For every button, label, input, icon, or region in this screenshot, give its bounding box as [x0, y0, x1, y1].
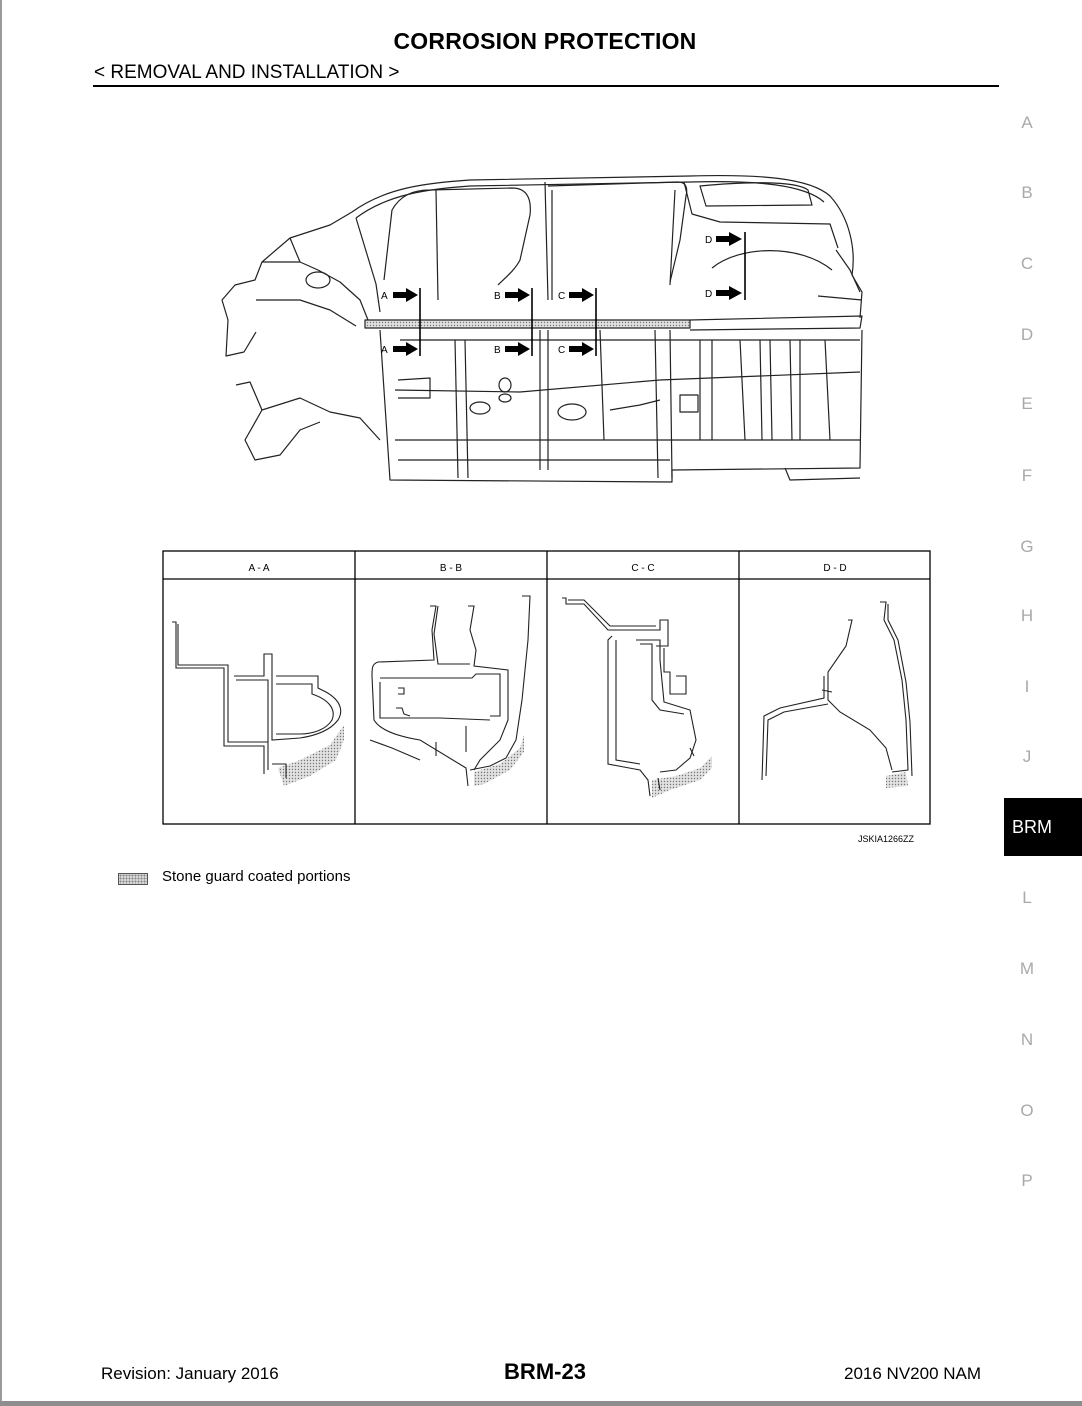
nav-tab-n[interactable]: N: [1020, 1030, 1034, 1049]
section-views-table: [163, 551, 930, 824]
nav-tab-o[interactable]: O: [1020, 1101, 1034, 1120]
nav-tab-f[interactable]: F: [1021, 466, 1033, 485]
nav-tab-e[interactable]: E: [1021, 394, 1033, 413]
nav-tab-c[interactable]: C: [1020, 254, 1034, 273]
callout-b-upper: B: [494, 291, 501, 302]
arrow-a-upper: [393, 288, 418, 302]
footer-model: 2016 NV200 NAM: [844, 1364, 982, 1383]
section-c-c-drawing: [562, 598, 712, 798]
page-bottom-edge: [0, 1401, 1082, 1406]
nav-tab-a[interactable]: A: [1021, 113, 1033, 132]
nav-tab-b[interactable]: B: [1021, 183, 1033, 202]
nav-tab-i[interactable]: I: [1024, 677, 1030, 696]
section-title-a-a: A - A: [248, 563, 270, 574]
footer-page-number: BRM-23: [504, 1359, 586, 1384]
section-b-b-drawing: [370, 596, 530, 786]
nav-tab-d[interactable]: D: [1020, 325, 1034, 344]
nav-tab-h[interactable]: H: [1020, 606, 1034, 625]
nav-tab-g[interactable]: G: [1020, 537, 1034, 556]
nav-tab-brm-active[interactable]: BRM: [1004, 798, 1082, 856]
section-title-b-b: B - B: [439, 563, 463, 574]
arrow-b-lower: [505, 342, 530, 356]
nav-tab-l[interactable]: L: [1022, 888, 1032, 907]
arrow-b-upper: [505, 288, 530, 302]
stone-guard-swatch: [118, 873, 148, 885]
callout-a-upper: A: [381, 291, 388, 302]
callout-d-lower: D: [705, 289, 713, 300]
nav-tab-j[interactable]: J: [1022, 747, 1032, 766]
section-d-d-drawing: [762, 602, 912, 788]
callout-a-lower: A: [381, 345, 388, 356]
section-breadcrumb: < REMOVAL AND INSTALLATION >: [94, 62, 400, 83]
legend-label: Stone guard coated portions: [162, 868, 351, 885]
footer-revision: Revision: January 2016: [101, 1364, 279, 1383]
section-arrows: [393, 232, 742, 356]
vehicle-body-drawing: [222, 176, 862, 482]
page-title: CORROSION PROTECTION: [393, 28, 697, 54]
arrow-c-lower: [569, 342, 594, 356]
arrow-c-upper: [569, 288, 594, 302]
section-a-a-drawing: [172, 622, 344, 786]
arrow-d-upper: [716, 232, 742, 246]
section-title-c-c: C - C: [631, 563, 655, 574]
nav-tab-m[interactable]: M: [1019, 959, 1035, 978]
callout-c-upper: C: [558, 291, 566, 302]
section-title-d-d: D - D: [823, 563, 847, 574]
callout-b-lower: B: [494, 345, 501, 356]
section-index-nav: [1004, 0, 1082, 1406]
arrow-a-lower: [393, 342, 418, 356]
callout-c-lower: C: [558, 345, 566, 356]
arrow-d-lower: [716, 286, 742, 300]
callout-d-upper: D: [705, 235, 713, 246]
nav-tab-p[interactable]: P: [1021, 1171, 1033, 1190]
figure-code: JSKIA1266ZZ: [858, 834, 915, 844]
